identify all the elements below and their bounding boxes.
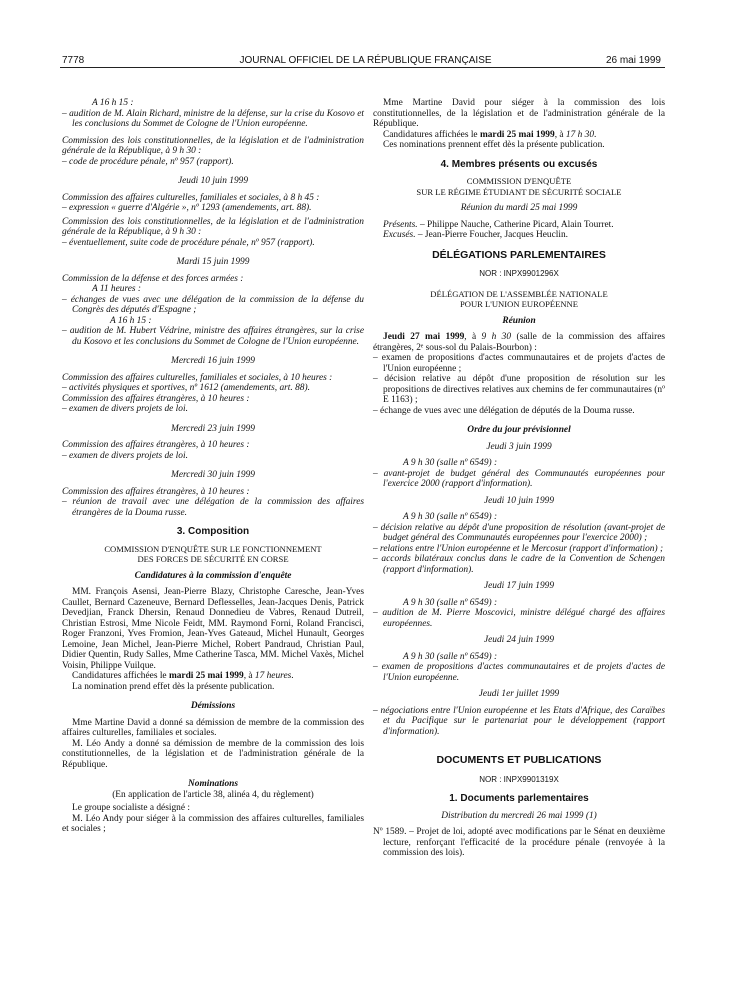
agenda-item: – examen de propositions d'actes communautaires et de projets d'actes de l'Union européenne ; [373, 353, 665, 374]
attendance-names: – Jean-Pierre Foucher, Jacques Heuclin. [415, 230, 568, 240]
regulation-reference: (En application de l'article 38, alinéa 4, du règlement) [112, 789, 314, 800]
date-heading: Jeudi 10 juin 1999 [483, 495, 555, 506]
agenda-item: – audition de M. Hubert Védrine, ministre des affaires étrangères, sur la crise du Kosovo et les conclusions du Sommet de Cologne de l'Union européenne. [62, 326, 364, 347]
issue-date: 26 mai 1999 [605, 55, 661, 66]
commission-heading: Commission des affaires étrangères, à 10 heures : [62, 440, 250, 450]
attendance-present [373, 220, 665, 231]
appointment-intro: Le groupe socialiste a désigné : [72, 803, 190, 813]
agenda-item: – relations entre l'Union européenne et le Mercosur (rapport d'information) ; [373, 543, 664, 554]
journal-title: JOURNAL OFFICIEL DE LA RÉPUBLIQUE FRANÇAISE [239, 55, 492, 66]
agenda-item: – examen de divers projets de loi. [62, 404, 188, 414]
resignation-item: M. Léo Andy a donné sa démission de membre de la commission des lois constitutionnelles, de la législation et de l'administration générale de la République. [62, 738, 364, 770]
meeting-text: (salle de la commission des affaires étrangères, 2ᵉ sous-sol du Palais-Bourbon) : [373, 332, 666, 353]
member-list: MM. François Asensi, Jean-Pierre Blazy, Christophe Caresche, Jean-Yves Caullet, Bernard Cazeneuve, Bernard Deflesselles, Jean-Jacques Denis, Patrick Devedjian, Franck Dhersin, Renaud Donnedieu de Vabres, Renaud Dutreil, Christian Estrosi, Mme Nicole Feidt, MM. Raymond Forni, Roland Francisci, Roger Franzoni, Yves Fromion, Jean-Yves Gateaud, Michel Hunault, Georges Lemoine, Jean Michel, Jean-Pierre Michel, Robert Pandraud, Christian Paul, Didier Quentin, Rudy Salles, Mme Catherine Tasca, MM. Michel Vaxès, Michel Voisin, Philippe Vuilque. [62, 587, 364, 671]
subsection-heading: Candidatures à la commission d'enquête [134, 570, 292, 581]
subsection-heading: Démissions [190, 701, 236, 711]
notice-text: , à [554, 129, 564, 140]
agenda-item: – décision relative au dépôt d'une proposition de résolution sur les propositions de directives relatives aux chemins de fer communautaires (nº E 1163) ; [373, 374, 665, 405]
date-heading: Jeudi 24 juin 1999 [483, 635, 555, 645]
time-label: A 9 h 30 (salle nº 6549) : [403, 651, 498, 662]
left-column [62, 98, 364, 835]
time-label: A 11 heures : [92, 284, 142, 294]
agenda-item: – décision relative au dépôt d'une proposition de résolution (avant-projet de budget général des Communautés européennes pour l'exercice 2000) ; [373, 522, 665, 543]
meeting-date: Jeudi 27 mai 1999 [383, 332, 465, 342]
commission-heading: Commission des affaires culturelles, familiales et sociales, à 10 heures : [62, 372, 333, 383]
delegation-title: DÉLÉGATION DE L'ASSEMBLÉE NATIONALE [430, 288, 608, 299]
commission-heading: Commission des lois constitutionnelles, de la législation et de l'administration générale de la République, à 9 h 30 : [62, 216, 364, 237]
agenda-item: – éventuellement, suite code de procédure pénale, nº 957 (rapport). [62, 237, 315, 248]
page-number: 7778 [62, 55, 85, 66]
agenda-item: – échanges de vues avec une délégation de la commission de la défense du Congrès des députés d'Espagne ; [62, 294, 364, 315]
meeting-intro [373, 332, 665, 353]
attendance-names: – Philippe Nauche, Catherine Picard, Alain Tourret. [417, 219, 614, 230]
attendance-label: Présents. [383, 219, 418, 230]
commission-title: COMMISSION D'ENQUÊTE [466, 176, 572, 186]
agenda-item: – activités physiques et sportives, nº 1612 (amendements, art. 88). [62, 383, 310, 393]
commission-heading: Commission des affaires étrangères, à 10 heures : [62, 393, 250, 404]
notice-time: 17 heures [254, 671, 292, 681]
notice-date: mardi 25 mai 1999 [479, 129, 555, 140]
agenda-item: – échange de vues avec une délégation de députés de la Douma russe. [373, 405, 635, 416]
effect-notice: La nomination prend effet dès la présente publication. [72, 681, 275, 692]
notice-text: . [594, 129, 597, 140]
agenda-item: – audition de M. Alain Richard, ministre de la défense, sur la crise du Kosovo et les conclusions du Sommet de Cologne de l'Union européenne. [62, 108, 364, 129]
date-heading: Jeudi 3 juin 1999 [486, 441, 552, 452]
distribution-date: Distribution du mercredi 26 mai 1999 (1) [441, 810, 597, 821]
agenda-item: – audition de M. Pierre Moscovici, ministre délégué chargé des affaires européennes. [373, 608, 665, 629]
date-heading: Jeudi 17 juin 1999 [483, 581, 555, 591]
effect-notice: Ces nominations prennent effet dès la présente publication. [383, 140, 605, 150]
header-rule [60, 67, 665, 68]
notice-text: Candidatures affichées le [383, 129, 478, 140]
date-heading: Mercredi 16 juin 1999 [171, 356, 255, 366]
agenda-item: – avant-projet de budget général des Communautés européennes pour l'exercice 2000 (rapport d'information). [373, 468, 665, 489]
commission-heading: Commission des affaires étrangères, à 10 heures : [62, 486, 250, 497]
commission-heading: Commission des lois constitutionnelles, de la législation et de l'administration générale de la République, à 9 h 30 : [62, 135, 364, 156]
subsection-heading: Nominations [187, 779, 238, 789]
posting-notice [373, 130, 665, 141]
appointment-item: M. Léo Andy pour siéger à la commission des affaires culturelles, familiales et sociales ; [62, 813, 364, 834]
agenda-item: – examen de propositions d'actes communautaires et de projets d'actes de l'Union européenne. [373, 662, 665, 683]
subsection-heading: Ordre du jour prévisionnel [467, 425, 571, 435]
section-heading: 3. Composition [176, 526, 250, 537]
time-label: A 9 h 30 (salle nº 6549) : [403, 458, 498, 468]
date-heading: Mercredi 30 juin 1999 [171, 470, 255, 480]
date-heading: Jeudi 1er juillet 1999 [478, 689, 560, 699]
delegation-title: POUR L'UNION EUROPÉENNE [459, 299, 579, 309]
commission-title: DES FORCES DE SÉCURITÉ EN CORSE [137, 554, 289, 564]
commission-heading: Commission des affaires culturelles, familiales et sociales, à 8 h 45 : [62, 192, 320, 203]
meeting-text: , à [464, 332, 477, 342]
posting-notice [62, 671, 364, 682]
resignation-item: Mme Martine David a donné sa démission de membre de la commission des affaires culturelles, familiales et sociales. [62, 717, 364, 738]
subsection-heading: Réunion [502, 315, 536, 326]
agenda-item: – expression « guerre d'Algérie », nº 1293 (amendements, art. 88). [62, 203, 312, 213]
agenda-item: – examen de divers projets de loi. [62, 450, 188, 461]
agenda-item: – code de procédure pénale, nº 957 (rapport). [62, 156, 234, 167]
date-heading: Mardi 15 juin 1999 [176, 257, 250, 267]
meeting-time: 9 h 30 [481, 332, 512, 342]
date-heading: Mercredi 23 juin 1999 [171, 423, 255, 434]
notice-date: mardi 25 mai 1999 [168, 671, 244, 681]
time-label: A 16 h 15 : [92, 98, 134, 108]
time-label: A 9 h 30 (salle nº 6549) : [403, 512, 498, 522]
appointment-item: Mme Martine David pour siéger à la commission des lois constitutionnelles, de la législation et de l'administration générale de la République. [373, 98, 665, 129]
notice-text: . [291, 671, 294, 681]
notice-time: 17 h 30 [565, 129, 595, 140]
time-label: A 9 h 30 (salle nº 6549) : [403, 597, 498, 608]
nor-reference: NOR : INPX9901296X [479, 269, 559, 278]
attendance-excused [373, 230, 665, 241]
chapter-heading: DÉLÉGATIONS PARLEMENTAIRES [432, 248, 606, 261]
right-column [373, 98, 665, 859]
page-header [0, 0, 731, 66]
commission-heading: Commission de la défense et des forces armées : [62, 273, 244, 284]
section-heading: 1. Documents parlementaires [449, 793, 589, 804]
document-entry: Nº 1589. – Projet de loi, adopté avec modifications par le Sénat en deuxième lecture, renforçant l'efficacité de la procédure pénale (renvoyée à la commission des lois). [373, 827, 665, 858]
time-label: A 16 h 15 : [110, 315, 152, 326]
attendance-label: Excusés. [383, 230, 416, 240]
agenda-item: – négociations entre l'Union européenne et les Etats d'Afrique, des Caraïbes et du Pacifique sur le partenariat pour le développement (rapport d'information). [373, 705, 665, 737]
nor-reference: NOR : INPX9901319X [479, 774, 559, 784]
meeting-date: Réunion du mardi 25 mai 1999 [460, 203, 578, 213]
agenda-item: – accords bilatéraux conclus dans le cadre de la Convention de Schengen (rapport d'information). [373, 554, 665, 575]
agenda-item: – réunion de travail avec une délégation de la commission des affaires étrangères de la Douma russe. [62, 497, 364, 518]
chapter-heading: DOCUMENTS ET PUBLICATIONS [436, 754, 602, 766]
notice-text: Candidatures affichées le [72, 671, 167, 681]
commission-title: SUR LE RÉGIME ÉTUDIANT DE SÉCURITÉ SOCIALE [416, 186, 622, 197]
notice-text: , à [243, 671, 253, 681]
section-heading: 4. Membres présents ou excusés [440, 158, 598, 170]
date-heading: Jeudi 10 juin 1999 [177, 176, 249, 186]
commission-title: COMMISSION D'ENQUÊTE SUR LE FONCTIONNEMENT [104, 543, 322, 554]
